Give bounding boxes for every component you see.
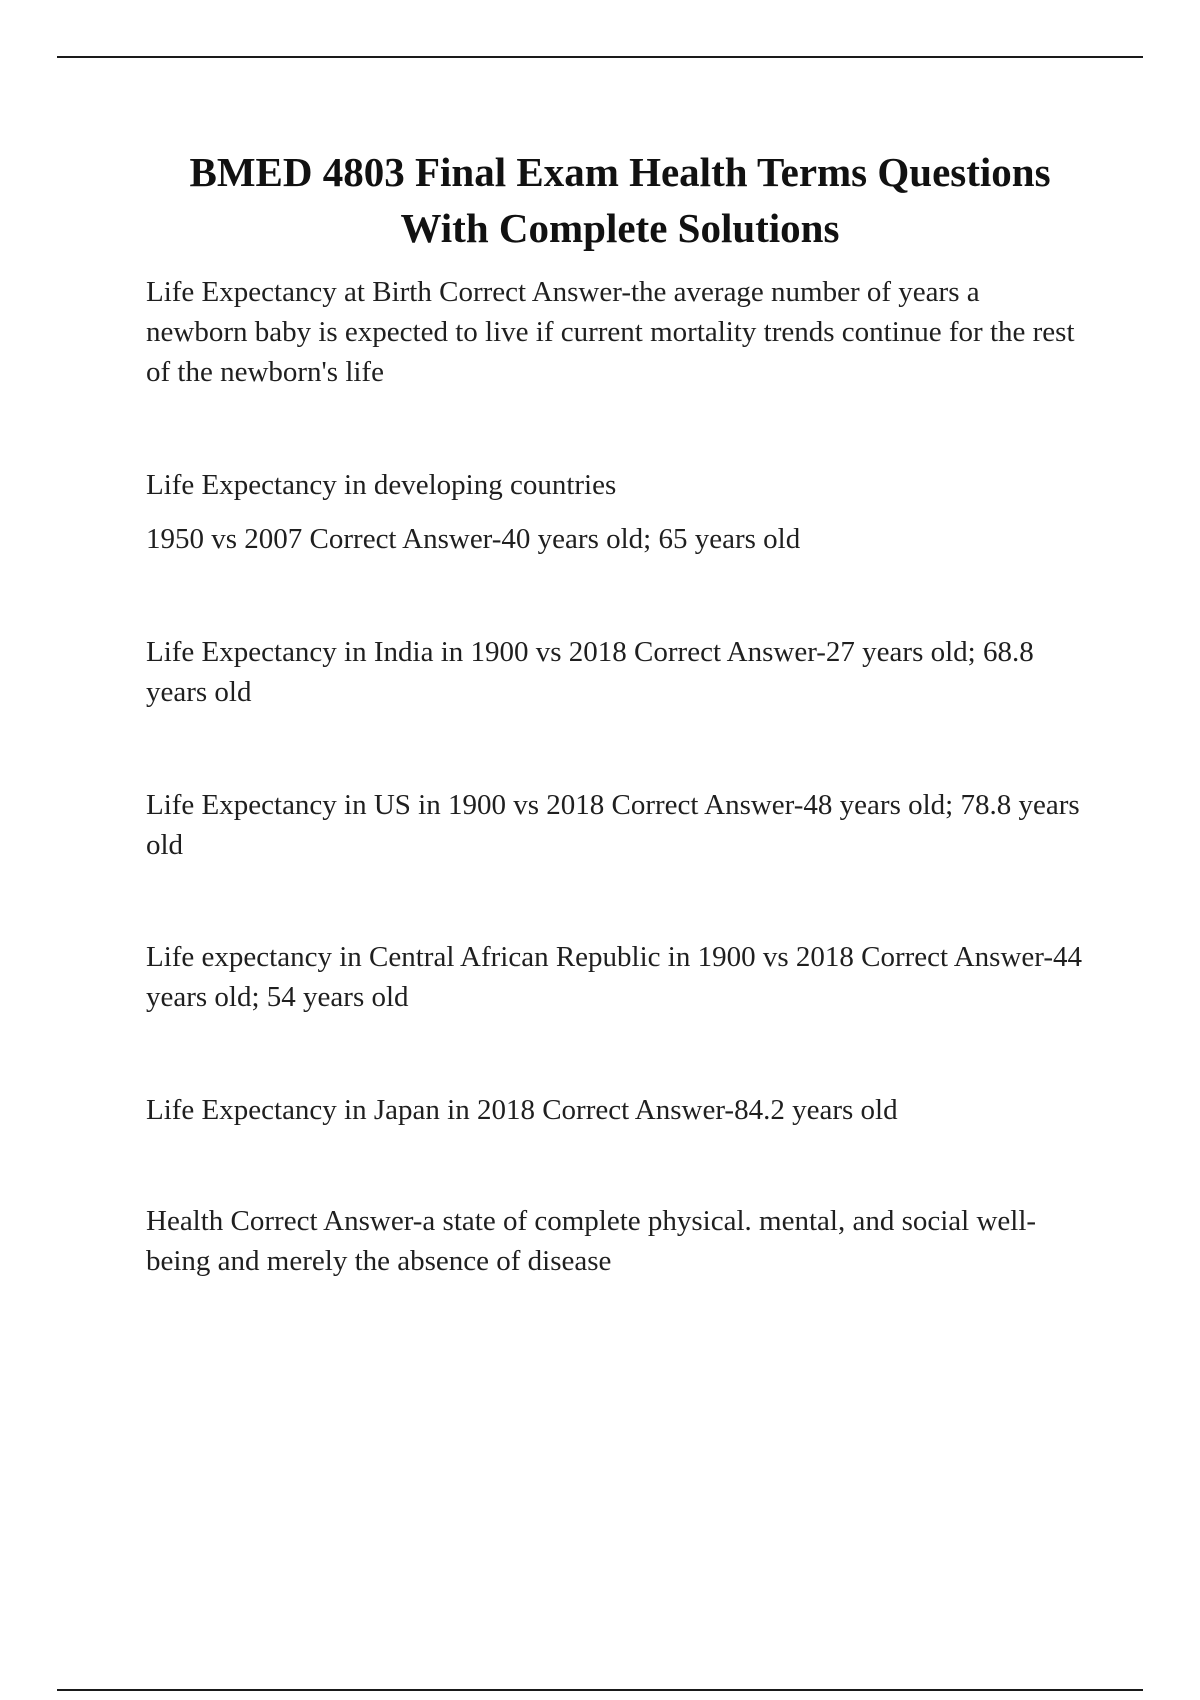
qa-item-life-expectancy-birth: Life Expectancy at Birth Correct Answer-the average number of years a newborn baby is expected to live if current mortality trends continue for the rest of the newborn's life [146, 276, 1075, 388]
header-rule [57, 56, 1143, 58]
qa-item-developing-countries-answer: 1950 vs 2007 Correct Answer-40 years old; 65 years old [146, 523, 801, 555]
qa-item-us: Life Expectancy in US in 1900 vs 2018 Correct Answer-48 years old; 78.8 years old [146, 789, 1080, 861]
qa-item-health: Health Correct Answer-a state of complete physical. mental, and social well-being and merely the absence of disease [146, 1205, 1037, 1277]
qa-item-central-african-republic: Life expectancy in Central African Republic in 1900 vs 2018 Correct Answer-44 years old; 54 years old [146, 941, 1083, 1013]
title-line-2: With Complete Solutions [400, 205, 840, 251]
page-title [110, 144, 1130, 256]
title-line-1: BMED 4803 Final Exam Health Terms Questions [189, 149, 1051, 195]
qa-item-japan: Life Expectancy in Japan in 2018 Correct Answer-84.2 years old [146, 1094, 898, 1126]
qa-item-developing-countries-question: Life Expectancy in developing countries [146, 469, 617, 501]
footer-rule [57, 1689, 1143, 1691]
qa-item-india: Life Expectancy in India in 1900 vs 2018 Correct Answer-27 years old; 68.8 years old [146, 636, 1034, 708]
